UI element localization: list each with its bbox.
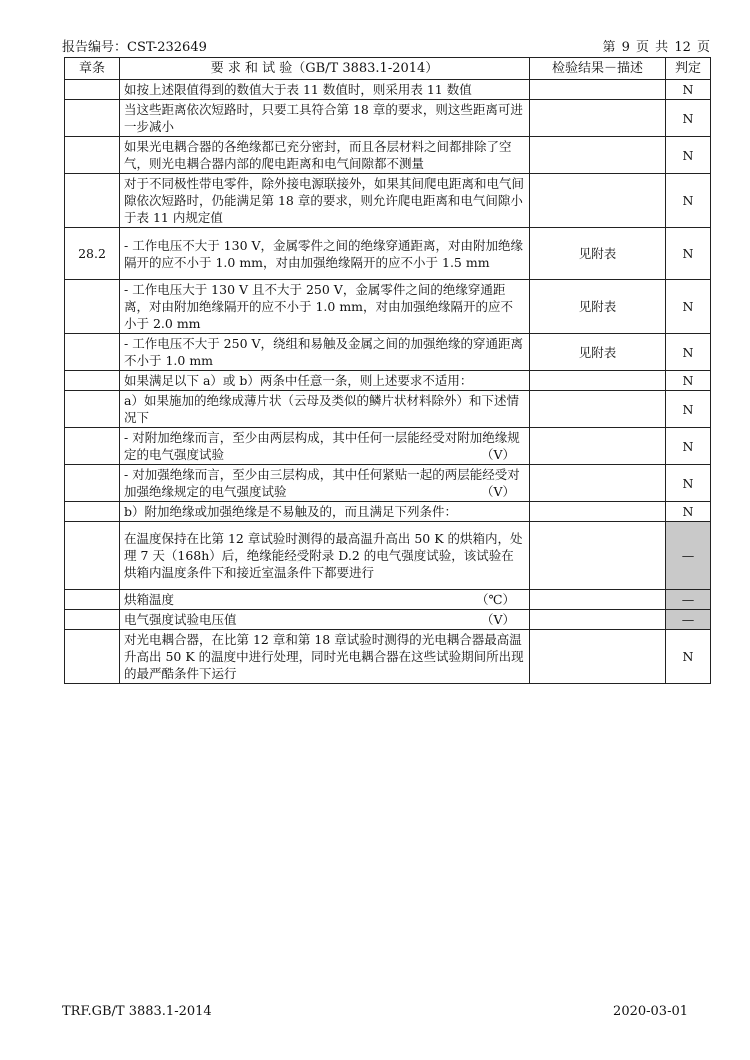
page-indicator: 第 9 页 共 12 页 — [602, 40, 710, 55]
table-row — [65, 428, 711, 465]
table-row — [65, 522, 711, 590]
row-section — [65, 80, 120, 100]
table-header-row — [65, 58, 711, 80]
row-result: 见附表 — [530, 334, 666, 371]
row-verdict: N — [666, 174, 711, 228]
row-requirement — [120, 391, 530, 428]
table-row — [65, 502, 711, 522]
row-section — [65, 174, 120, 228]
row-result — [530, 100, 666, 137]
row-section — [65, 371, 120, 391]
row-result — [530, 428, 666, 465]
row-verdict: N — [666, 465, 711, 502]
row-verdict: N — [666, 80, 711, 100]
row-section: 28.2 — [65, 228, 120, 280]
row-verdict: N — [666, 100, 711, 137]
row-section — [65, 522, 120, 590]
row-requirement — [120, 280, 530, 334]
row-requirement — [120, 174, 530, 228]
row-section — [65, 100, 120, 137]
row-result — [530, 630, 666, 684]
row-requirement — [120, 137, 530, 174]
requirement-text: - 工作电压不大于 130 V，金属零件之间的绝缘穿通距离，对由附加绝缘隔开的应不小于 1.0 mm，对由加强绝缘隔开的应不小于 1.5 mm — [124, 237, 524, 270]
column-header-verdict: 判定 — [666, 58, 711, 80]
row-unit: （V） — [480, 612, 515, 627]
form-code: TRF.GB/T 3883.1-2014 — [62, 1004, 212, 1019]
row-requirement — [120, 334, 530, 371]
row-verdict: N — [666, 371, 711, 391]
footer-date: 2020-03-01 — [613, 1004, 688, 1019]
row-requirement — [120, 80, 530, 100]
table-row — [65, 334, 711, 371]
table-row — [65, 371, 711, 391]
row-requirement — [120, 522, 530, 590]
row-result — [530, 465, 666, 502]
page-header — [62, 36, 710, 54]
requirement-text: 电气强度试验电压值 — [124, 612, 237, 627]
row-section — [65, 391, 120, 428]
row-requirement — [120, 630, 530, 684]
table-row — [65, 80, 711, 100]
row-section — [65, 428, 120, 465]
row-result — [530, 391, 666, 428]
column-header-requirement: 要 求 和 试 验（GB/T 3883.1-2014） — [120, 58, 530, 80]
requirement-text: 对于不同极性带电零件，除外接电源联接外，如果其间爬电距离和电气间隙依次短路时，仍能满足第 18 章的要求，则允许爬电距离和电气间隙小于表 11 内规定值 — [124, 176, 525, 225]
row-verdict: N — [666, 137, 711, 174]
row-section — [65, 590, 120, 610]
table-row — [65, 391, 711, 428]
row-section — [65, 610, 120, 630]
row-verdict: — — [666, 590, 711, 610]
row-section — [65, 630, 120, 684]
row-requirement — [120, 502, 530, 522]
column-header-result: 检验结果－描述 — [530, 58, 666, 80]
row-section — [65, 137, 120, 174]
row-result — [530, 522, 666, 590]
requirement-text: 如果光电耦合器的各绝缘都已充分密封，而且各层材料之间都排除了空气，则光电耦合器内部的爬电距离和电气间隙都不测量 — [124, 139, 512, 171]
row-verdict: N — [666, 428, 711, 465]
row-result: 见附表 — [530, 280, 666, 334]
row-result — [530, 137, 666, 174]
table-row — [65, 174, 711, 228]
table-row — [65, 137, 711, 174]
row-verdict: N — [666, 280, 711, 334]
requirement-text: - 对附加绝缘而言，至少由两层构成，其中任何一层能经受对附加绝缘规定的电气强度试验 — [124, 430, 520, 462]
row-requirement — [120, 371, 530, 391]
row-verdict: N — [666, 391, 711, 428]
row-unit: （V） — [480, 447, 515, 462]
requirement-text: 对光电耦合器，在比第 12 章和第 18 章试验时测得的光电耦合器最高温升高出 50 K 的温度中进行处理，同时光电耦合器在这些试验期间所出现的最严酷条件下运行 — [124, 632, 524, 681]
row-verdict: N — [666, 334, 711, 371]
row-requirement — [120, 610, 530, 630]
row-result: 见附表 — [530, 228, 666, 280]
requirement-text: a）如果施加的绝缘成薄片状（云母及类似的鳞片状材料除外）和下述情况下 — [124, 393, 519, 425]
row-section — [65, 334, 120, 371]
row-result — [530, 80, 666, 100]
row-requirement — [120, 228, 530, 280]
table-row — [65, 465, 711, 502]
table-row — [65, 280, 711, 334]
table-row — [65, 610, 711, 630]
requirement-text: 在温度保持在比第 12 章试验时测得的最高温升高出 50 K 的烘箱内，处理 7 天（168h）后，绝缘能经受附录 D.2 的电气强度试验，该试验在烘箱内温度条件下和接近室温条件下都要进行 — [124, 531, 523, 580]
table-row — [65, 590, 711, 610]
row-unit: （V） — [480, 484, 515, 499]
row-verdict: N — [666, 228, 711, 280]
requirement-text: 如按上述限值得到的数值大于表 11 数值时，则采用表 11 数值 — [124, 82, 472, 97]
requirement-text: b）附加绝缘或加强绝缘是不易触及的，而且满足下列条件： — [124, 504, 458, 519]
row-verdict: N — [666, 630, 711, 684]
column-header-section: 章条 — [65, 58, 120, 80]
row-result — [530, 371, 666, 391]
requirement-text: - 对加强绝缘而言，至少由三层构成，其中任何紧贴一起的两层能经受对加强绝缘规定的电气强度试验 — [124, 467, 520, 499]
row-requirement — [120, 590, 530, 610]
row-result — [530, 174, 666, 228]
row-result — [530, 590, 666, 610]
row-verdict: — — [666, 522, 711, 590]
row-section — [65, 280, 120, 334]
row-result — [530, 610, 666, 630]
row-result — [530, 502, 666, 522]
row-section — [65, 465, 120, 502]
requirement-text: 当这些距离依次短路时，只要工具符合第 18 章的要求，则这些距离可进一步减小 — [124, 102, 523, 134]
row-unit: （℃） — [476, 592, 515, 607]
report-number: 报告编号：CST-232649 — [62, 40, 207, 55]
requirement-text: - 工作电压大于 130 V 且不大于 250 V，金属零件之间的绝缘穿通距离，对由附加绝缘隔开的应不小于 1.0 mm，对由加强绝缘隔开的应不小于 2.0 mm — [124, 282, 514, 331]
requirement-text: 烘箱温度 — [124, 592, 175, 607]
requirements-table — [64, 57, 711, 684]
row-requirement — [120, 100, 530, 137]
row-requirement — [120, 428, 530, 465]
table-row — [65, 630, 711, 684]
requirement-text: 如果满足以下 a）或 b）两条中任意一条，则上述要求不适用： — [124, 373, 473, 388]
row-requirement — [120, 465, 530, 502]
row-verdict: N — [666, 502, 711, 522]
table-row — [65, 100, 711, 137]
requirement-text: - 工作电压不大于 250 V，绕组和易触及金属之间的加强绝缘的穿通距离不小于 1.0 mm — [124, 336, 524, 368]
table-row — [65, 228, 711, 280]
row-verdict: — — [666, 610, 711, 630]
row-section — [65, 502, 120, 522]
